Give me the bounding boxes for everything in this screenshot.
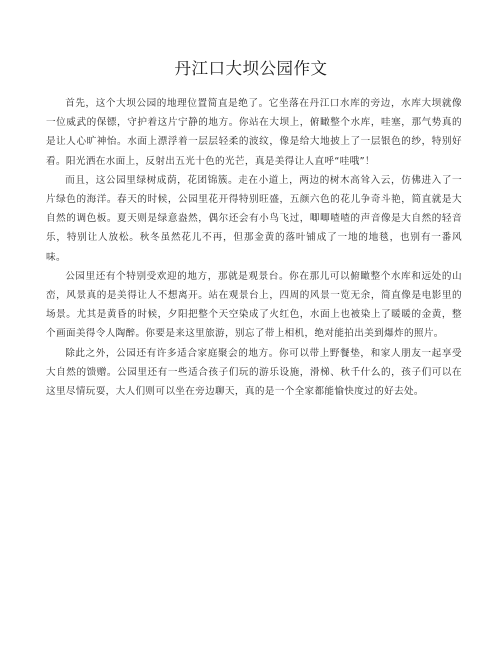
paragraph-2: 而且，这公园里绿树成荫，花团锦簇。走在小道上，两边的树木高耸入云，仿佛进入了一片绿色的海洋。春天的时候，公园里花开得特别旺盛，五颜六色的花儿争奇斗艳，简直就是大自然的调色板。夏天则是绿意盎然，偶尔还会有小鸟飞过，唧唧喳喳的声音像是大自然的轻音乐，特别让人放松。秋冬虽然花儿不再，但那金黄的落叶铺成了一地的地毯，也别有一番风味。 (46, 174, 462, 263)
paragraph-1: 首先，这个大坝公园的地理位置简直是绝了。它坐落在丹江口水库的旁边，水库大坝就像一位威武的保镖，守护着这片宁静的地方。你站在大坝上，俯瞰整个水库，哇塞，那气势真的是让人心旷神怡。水面上漂浮着一层层轻柔的波纹，像是给大地披上了一层银色的纱，特别好看。阳光洒在水面上，反射出五光十色的光芒，真是美得让人直呼“哇哦”！ (46, 98, 462, 167)
paragraph-4: 除此之外，公园还有许多适合家庭聚会的地方。你可以带上野餐垫，和家人朋友一起享受大自然的馈赠。公园里还有一些适合孩子们玩的游乐设施，滑梯、秋千什么的，孩子们可以在这里尽情玩耍，大人们则可以坐在旁边聊天，真的是一个全家都能愉快度过的好去处。 (46, 347, 462, 398)
document-title: 丹江口大坝公园作文 (174, 59, 328, 78)
document-body (46, 94, 462, 401)
paragraph-3: 公园里还有个特别受欢迎的地方，那就是观景台。你在那儿可以俯瞰整个水库和远处的山峦，风景真的是美得让人不想离开。站在观景台上，四周的风景一览无余，简直像是电影里的场景。尤其是黄昏的时候，夕阳把整个天空染成了火红色，水面上也被染上了暖暖的金黄，整个画面美得令人陶醉。你要是来这里旅游，别忘了带上相机，绝对能拍出美到爆炸的照片。 (46, 270, 462, 340)
